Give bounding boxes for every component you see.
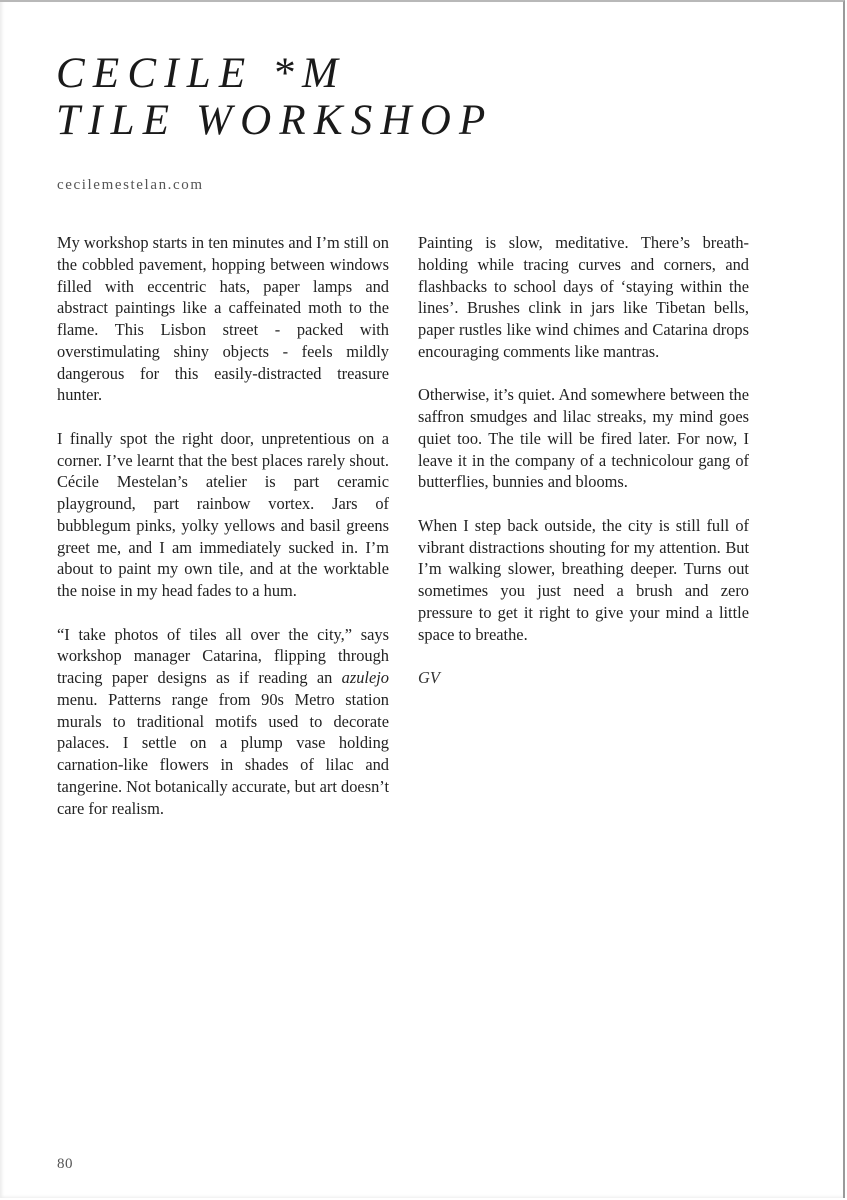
paragraph: I finally spot the right door, unpretentious on a corner. I’ve learnt that the best places rarely shout. Cécile Mestelan’s atelier is part ceramic playground, part rainbow vortex. Jars of bubblegum pinks, yolky yellows and basil greens greet me, and I am immediately sucked in. I’m about to paint my own tile, and at the worktable the noise in my head fades to a hum.	[57, 428, 389, 600]
paragraph: Otherwise, it’s quiet. And somewhere between the saffron smudges and lilac streaks, my mind goes quiet too. The tile will be fired later. For now, I leave it in the company of a technicolour gang of butterflies, bunnies and blooms.	[418, 385, 749, 492]
paragraph: Painting is slow, meditative. There’s breath-holding while tracing curves and corners, and flashbacks to school days of ‘staying within the lines’. Brushes clink in jars like Tibetan bells, paper rustles like wind chimes and Catarina drops encouraging comments like mantras.	[418, 233, 749, 361]
paragraph	[57, 624, 389, 820]
title-line-2: TILE WORKSHOP	[56, 97, 494, 144]
paragraph: My workshop starts in ten minutes and I’m still on the cobbled pavement, hopping between windows filled with eccentric hats, paper lamps and abstract paintings like a caffeinated moth to the flame. This Lisbon street - packed with overstimulating shiny objects - feels mildly dangerous for this easily-distracted treasure hunter.	[57, 233, 389, 405]
website-byline: cecilemestelan.com	[57, 177, 204, 193]
paragraph-text: menu. Patterns range from 90s Metro station murals to traditional motifs used to decorate palaces. I settle on a plump vase holding carnation-like flowers in shades of lilac and tangerine. Not botanically accurate, but art doesn’t care for realism.	[57, 689, 389, 818]
article-column-right	[418, 232, 749, 711]
italic-term: azulejo	[341, 668, 389, 687]
article-column-left	[57, 232, 389, 841]
title-line-1: CECILE *M	[56, 50, 346, 97]
page-number: 80	[57, 1156, 73, 1172]
paragraph-text: “I take photos of tiles all over the city,” says workshop manager Catarina, flipping through tracing paper designs as if reading an	[57, 624, 389, 687]
article-title	[56, 50, 493, 144]
paragraph: When I step back outside, the city is still full of vibrant distractions shouting for my attention. But I’m walking slower, breathing deeper. Turns out sometimes you just need a brush and zero pressure to get it right to give your mind a little space to breathe.	[418, 515, 749, 644]
author-initials: GV	[418, 668, 440, 687]
